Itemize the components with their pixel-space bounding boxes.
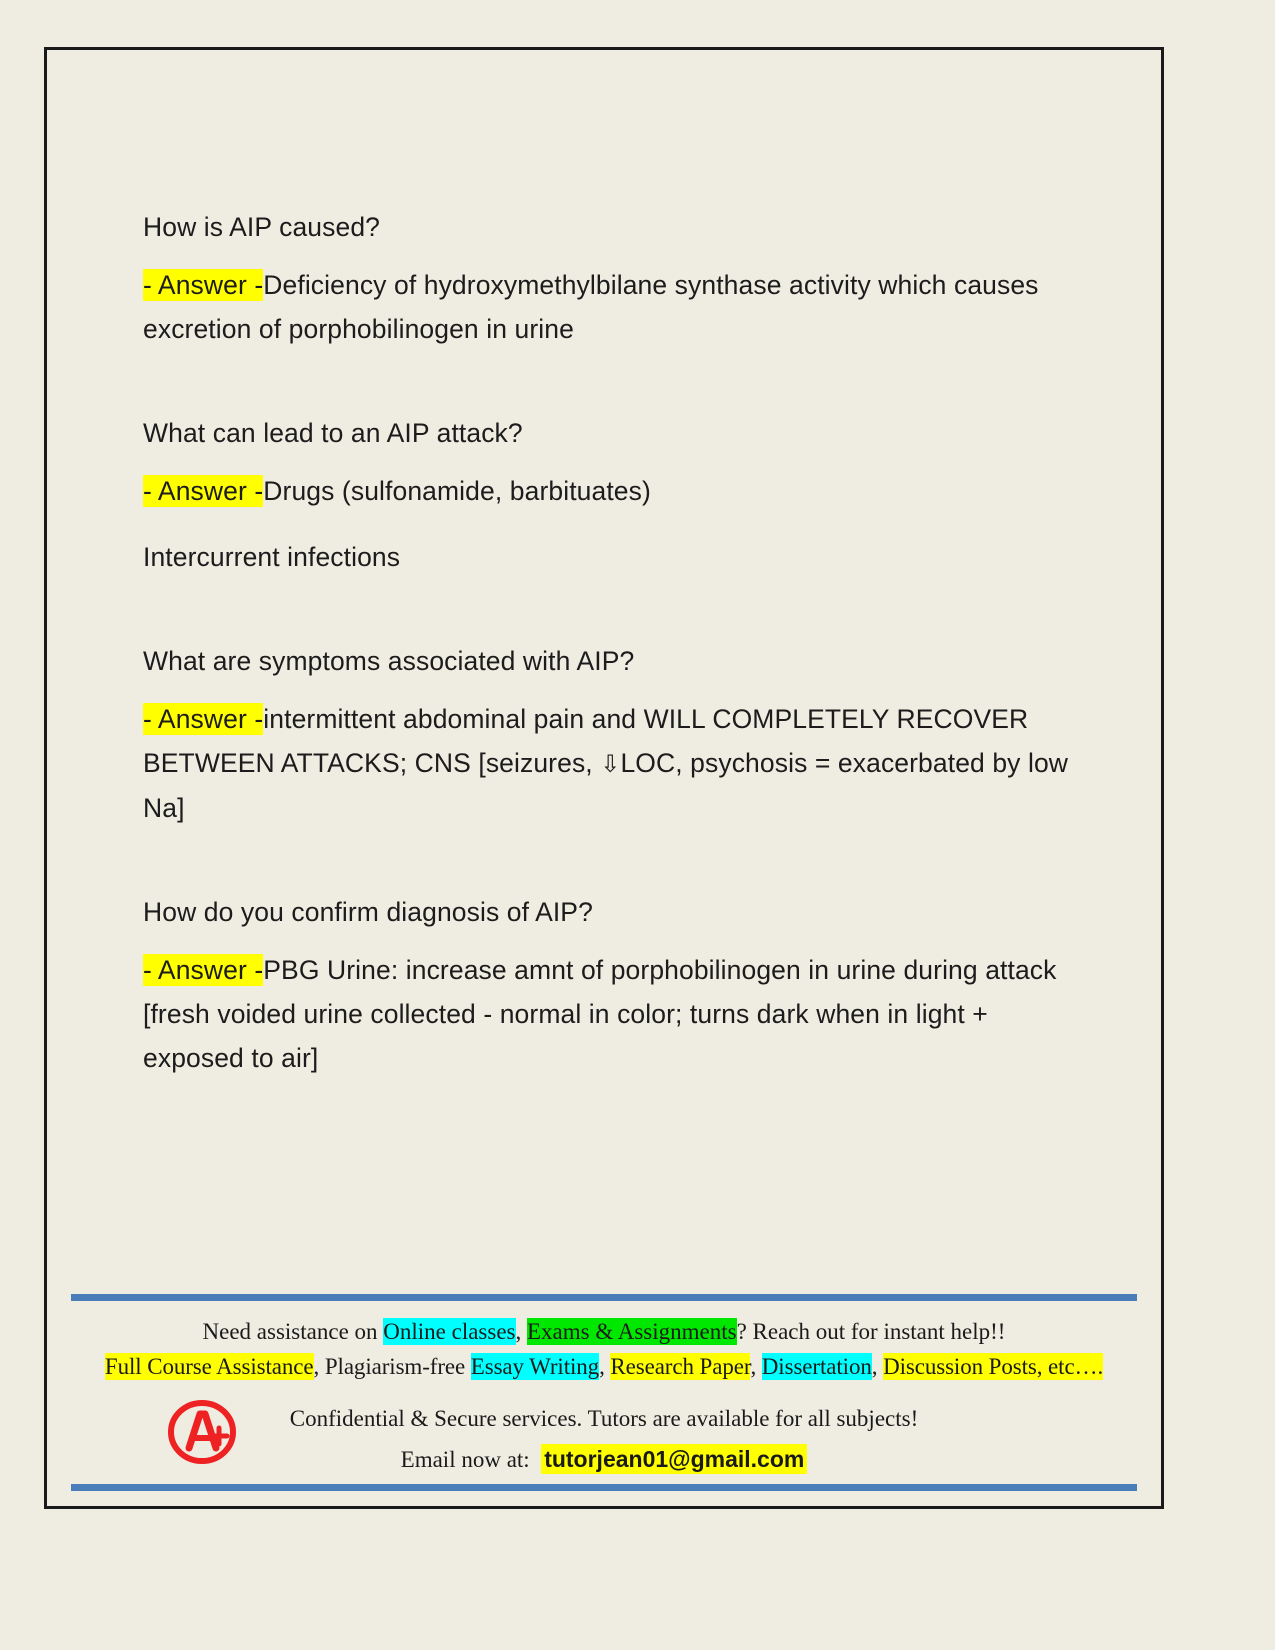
answer-text: [143, 263, 1083, 351]
answer-text: [143, 469, 1083, 513]
promo-highlight-discussion-posts: Discussion Posts, etc….: [883, 1354, 1104, 1379]
answer-body: Drugs (sulfonamide, barbituates): [263, 476, 651, 506]
promo-seg: ,: [750, 1354, 762, 1379]
promo-footer: [47, 1294, 1161, 1506]
promo-text: [47, 1314, 1161, 1384]
contact-block: [47, 1399, 1161, 1480]
promo-highlight-research-paper: Research Paper: [610, 1354, 751, 1379]
qa-content: [143, 205, 1083, 1080]
question-text: What are symptoms associated with AIP?: [143, 646, 635, 676]
answer-tag: - Answer -: [143, 476, 264, 506]
question-text: How is AIP caused?: [143, 212, 381, 242]
answer-body: Deficiency of hydroxymethylbilane synthase activity which causes excretion of porphobilinogen in urine: [143, 270, 1039, 344]
promo-highlight-online-classes: Online classes: [383, 1319, 516, 1344]
promo-highlight-full-course: Full Course Assistance: [104, 1354, 314, 1379]
qa-block: [143, 411, 1083, 579]
question-text: What can lead to an AIP attack?: [143, 418, 523, 448]
promo-line-1: [47, 1314, 1161, 1349]
answer-tag: - Answer -: [143, 270, 264, 300]
answer-tag: - Answer -: [143, 955, 264, 985]
answer-extra-line: Intercurrent infections: [143, 542, 401, 572]
qa-block: [143, 205, 1083, 351]
contact-tagline: Confidential & Secure services. Tutors are available for all subjects!: [289, 1406, 919, 1431]
answer-body: PBG Urine: increase amnt of porphobilinogen in urine during attack [fresh voided urine collected - normal in color; turns dark when in light + exposed to air]: [143, 955, 1057, 1073]
promo-seg: Need assistance on: [202, 1319, 384, 1344]
promo-highlight-essay-writing: Essay Writing: [470, 1354, 600, 1379]
contact-email-line: [47, 1439, 1161, 1480]
promo-highlight-exams-assignments: Exams & Assignments: [527, 1319, 737, 1344]
promo-line-2: [47, 1349, 1161, 1384]
arrow-down-icon: ⇩: [600, 750, 621, 778]
answer-text: [143, 697, 1083, 830]
footer-divider-bottom: [71, 1484, 1137, 1491]
qa-block: [143, 890, 1083, 1080]
qa-block: [143, 639, 1083, 830]
question-text: How do you confirm diagnosis of AIP?: [143, 897, 593, 927]
email-label: Email now at:: [400, 1447, 530, 1472]
promo-seg: ,: [599, 1354, 611, 1379]
promo-seg: ,: [515, 1319, 527, 1344]
promo-seg: ,: [871, 1354, 884, 1379]
answer-tag: - Answer -: [143, 704, 264, 734]
footer-divider-top: [71, 1294, 1137, 1301]
promo-highlight-dissertation: Dissertation: [761, 1354, 872, 1379]
document-page: [44, 47, 1164, 1509]
answer-body-part-2: LOC, psychosis = exacerbated by low Na]: [143, 748, 1069, 823]
answer-text: [143, 948, 1083, 1080]
promo-seg: , Plagiarism-free: [313, 1354, 471, 1379]
promo-seg: ? Reach out for instant help!!: [736, 1319, 1006, 1344]
answer-body-part-1: intermittent abdominal pain and WILL COMPLETELY RECOVER BETWEEN ATTACKS; CNS [seizures,: [143, 704, 1029, 778]
email-address[interactable]: tutorjean01@gmail.com: [541, 1444, 807, 1474]
